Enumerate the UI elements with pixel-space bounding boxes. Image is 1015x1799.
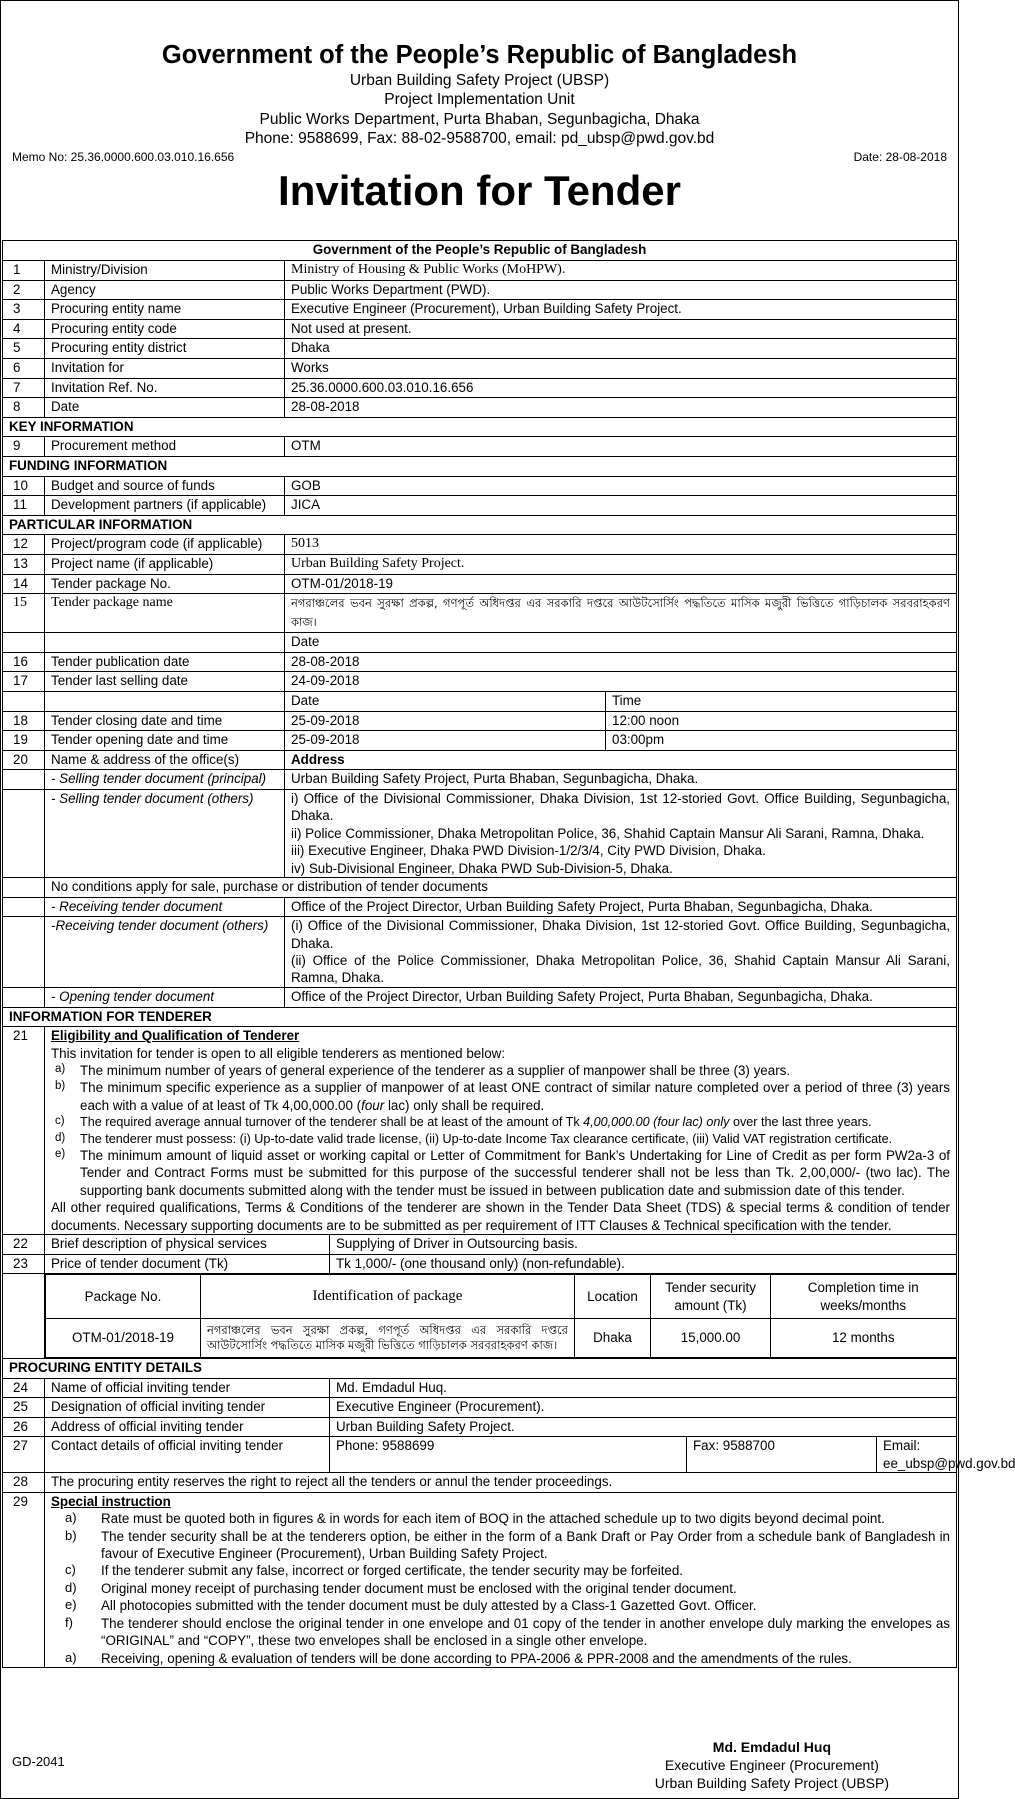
table-row: 11 Development partners (if applicable) JICA [3, 496, 957, 516]
signer-designation: Executive Engineer (Procurement) [664, 1757, 879, 1773]
table-row: 23 Price of tender document (Tk) Tk 1,000/- (one thousand only) (non-refundable). [3, 1254, 957, 1274]
table-row: 6 Invitation for Works [3, 359, 957, 379]
table-row: 26 Address of official inviting tender Urban Building Safety Project. [3, 1417, 957, 1437]
table-row: 5 Procuring entity district Dhaka [3, 339, 957, 359]
list-item: a) Rate must be quoted both in figures & in words for each item of BOQ in the attached schedule up to two digits beyond decimal point. [65, 1510, 885, 1527]
memo-date: Date: 28-08-2018 [853, 149, 947, 164]
table-row: 10 Budget and source of funds GOB [3, 476, 957, 496]
package-header-row: Package No. Identification of package Location Tender security amount (Tk) Completion time in weeks/months [46, 1275, 957, 1319]
table-row: 15 Tender package name নগরাঞ্চলের ভবন সুরক্ষা প্রকল্প, গণপূর্ত অধিদপ্তর এর সরকারি দপ্তরে আউটসোর্সিং পদ্ধতিতে মাসিক মজুরী ভিত্তিতে গাড়িচালক সরবরাহকরণ কাজ। [3, 594, 957, 633]
document-title: Invitation for Tender [278, 167, 681, 215]
table-row: 16 Tender publication date 28-08-2018 [3, 652, 957, 672]
package-name-bangla: নগরাঞ্চলের ভবন সুরক্ষা প্রকল্প, গণপূর্ত অধিদপ্তর এর সরকারি দপ্তরে আউটসোর্সিং পদ্ধতিতে মাসিক মজুরী ভিত্তিতে গাড়িচালক সরবরাহকরণ কাজ। [285, 594, 957, 633]
section-header: INFORMATION FOR TENDERER [3, 1007, 957, 1027]
signer-name: Md. Emdadul Huq [712, 1739, 831, 1755]
section-header: FUNDING INFORMATION [3, 457, 957, 477]
memo-row [2, 150, 957, 166]
document-code: GD-2041 [12, 1754, 65, 1769]
list-item: c) If the tenderer submit any false, incorrect or forged certificate, the tender security may be forfeited. [65, 1562, 684, 1579]
tender-details-table [2, 240, 1015, 1667]
letterhead [2, 40, 957, 149]
list-item: e) All photocopies submitted with the tender document must be duly attested by a Class-1 Gazetted Govt. Officer. [65, 1597, 757, 1614]
package-table [45, 1274, 957, 1358]
table-row: 1 Ministry/Division Ministry of Housing & Public Works (MoHPW). [3, 261, 957, 281]
table-row: Date [3, 633, 957, 653]
section-header: PARTICULAR INFORMATION [3, 515, 957, 535]
signer-office: Urban Building Safety Project (UBSP) [654, 1775, 889, 1791]
table-row: 7 Invitation Ref. No. 25.36.0000.600.03.010.16.656 [3, 378, 957, 398]
signature-block [655, 1738, 889, 1792]
government-title: Government of the People’s Republic of Bangladesh [161, 41, 798, 69]
project-name: Urban Building Safety Project (UBSP) [349, 71, 610, 89]
section-header: KEY INFORMATION [3, 417, 957, 437]
table-row: 24 Name of official inviting tender Md. Emdadul Huq. [3, 1378, 957, 1398]
table-row: 12 Project/program code (if applicable) 5013 [3, 535, 957, 555]
list-item: e) The minimum amount of liquid asset or working capital or Letter of Commitment for Bank’s Undertaking for Line of Credit as per form PW2a-3 of Tender and Contract Forms must be submitted for this purpose of the successful tenderer shall not be less than Tk. 2,00,000/- (two lac). The supporting bank documents submitted along with the tender must be issued in between publication date and submission date of this tender. [55, 1147, 950, 1198]
list-item: a) The minimum number of years of general experience of the tenderer as a supplier of manpower shall be three (3) years. [55, 1062, 791, 1078]
table-row: 25 Designation of official inviting tender Executive Engineer (Procurement). [3, 1398, 957, 1418]
table-row: - Selling tender document (others) i) Office of the Divisional Commissioner, Dhaka Division, 1st 12-storied Govt. Office Building, Segunbagicha, Dhaka. ii) Police Commissioner, Dhaka Metropolitan Police, 36, Shahid Captain Mansur Ali Sarani, Ramna, Dhaka. iii) Executive Engineer, Dhaka PWD Division-1/2/3/4, City PWD Division, Dhaka. iv) Sub-Divisional Engineer, Dhaka PWD Sub-Division-5, Dhaka. [3, 789, 957, 877]
special-instruction-heading: Special instruction [51, 1493, 171, 1509]
table-row: 2 Agency Public Works Department (PWD). [3, 280, 957, 300]
table-row: 13 Project name (if applicable) Urban Building Safety Project. [3, 554, 957, 574]
table-row: 19 Tender opening date and time 25-09-2018 03:00pm [3, 731, 957, 751]
list-item: b) The tender security shall be at the tenderers option, be either in the form of a Bank Draft or Pay Order from a schedule bank of Bangladesh in favour of Executive Engineer (Procurement), Urban Building Safety Project. [65, 1527, 950, 1562]
list-item: a) Receiving, opening & evaluation of tenders will be done according to PPA-2006 & PPR-2008 and the amendments of the rules. [65, 1649, 852, 1666]
table-row: -Receiving tender document (others) (i) Office of the Divisional Commissioner, Dhaka Division, 1st 12-storied Govt. Office Building, Segunbagicha, Dhaka. (ii) Office of the Police Commissioner, Dhaka Metropolitan Police, 36, Shahid Captain Mansur Ali Sarani, Ramna, Dhaka. [3, 917, 957, 988]
list-item: d) The tenderer must possess: (i) Up-to-date valid trade license, (ii) Up-to-date Income Tax clearance certificate, (iii) Valid VAT registration certificate. [55, 1131, 893, 1146]
table-row: 18 Tender closing date and time 25-09-2018 12:00 noon [3, 711, 957, 731]
package-data-row: OTM-01/2018-19 নগরাঞ্চলের ভবন সুরক্ষা প্রকল্প, গণপূর্ত অধিদপ্তর এর সরকারি দপ্তরে আউটসোর্সিং পদ্ধতিতে মাসিক মজুরী ভিত্তিতে গাড়িচালক সরবরাহকরণ কাজ। Dhaka 15,000.00 12 months [46, 1319, 957, 1358]
table-title: Government of the People’s Republic of Bangladesh [3, 241, 957, 261]
table-row: - Receiving tender document Office of the Project Director, Urban Building Safety Project, Purta Bhaban, Segunbagicha, Dhaka. [3, 897, 957, 917]
eligibility-heading: Eligibility and Qualification of Tenderer [51, 1028, 300, 1044]
table-row: 20 Name & address of the office(s) Address [3, 750, 957, 770]
table-row: 4 Procuring entity code Not used at present. [3, 319, 957, 339]
section-header: PROCURING ENTITY DETAILS [3, 1358, 957, 1378]
table-row: 9 Procurement method OTM [3, 437, 957, 457]
table-row: 17 Tender last selling date 24-09-2018 [3, 672, 957, 692]
table-row: - Opening tender document Office of the Project Director, Urban Building Safety Project, Purta Bhaban, Segunbagicha, Dhaka. [3, 987, 957, 1007]
table-row: No conditions apply for sale, purchase or distribution of tender documents [3, 878, 957, 898]
table-row: Date Time [3, 691, 957, 711]
table-row: 28 The procuring entity reserves the right to reject all the tenders or annul the tender proceedings. [3, 1473, 957, 1493]
table-row: 8 Date 28-08-2018 [3, 398, 957, 418]
list-item: d) Original money receipt of purchasing tender document must be enclosed with the original tender document. [65, 1579, 737, 1596]
table-title-row [3, 241, 957, 261]
special-instruction-row: 29 Special instruction a) Rate must be quoted both in figures & in words for each item of BOQ in the attached schedule up to two digits beyond decimal point. b) The tender security shall be at the tenderers option, be either in the form of a Bank Draft or Pay Order from a schedule bank of Bangladesh in favour of Executive Engineer (Procurement), Urban Building Safety Project. c) If the tenderer submit any false, incorrect or forged certificate, the tender security may be forfeited. d) Original money receipt of purchasing tender document must be enclosed with the original tender document. e) All photocopies submitted with the tender document must be duly attested by a Class-1 Gazetted Govt. Officer. f) The tenderer should enclose the original tender in one envelope and 01 copy of the tender in another envelope duly marking the envelopes as “ORIGINAL” and “COPY”, these two envelopes shall be enclosed in a single other envelope. a) Receiving, opening & evaluation of tenders will be done according to PPA-2006 & PPR-2008 and the amendments of the rules. [3, 1492, 957, 1667]
list-item: c) The required average annual turnover of the tenderer shall be at least of the amount of Tk 4,00,000.00 (four lac) only over the last three years. [55, 1115, 872, 1130]
contact-line: Phone: 9588699, Fax: 88-02-9588700, email: pd_ubsp@pwd.gov.bd [244, 130, 715, 148]
memo-number: Memo No: 25.36.0000.600.03.010.16.656 [12, 149, 235, 164]
table-row: - Selling tender document (principal) Urban Building Safety Project, Purta Bhaban, Segunbagicha, Dhaka. [3, 770, 957, 790]
eligibility-row: 21 Eligibility and Qualification of Tenderer This invitation for tender is open to all eligible tenderers as mentioned below: a) The minimum number of years of general experience of the tenderer as a supplier of manpower shall be three (3) years. b) The minimum specific experience as a supplier of manpower of at least ONE contract of similar nature completed over a period of three (3) years each with a value of at least of Tk 4,00,000.00 (four lac) only shall be required. c) The required average annual turnover of the tenderer shall be at least of the amount of Tk 4,00,000.00 (four lac) only over the last three years. d) The tenderer must possess: (i) Up-to-date valid trade license, (ii) Up-to-date Income Tax clearance certificate, (iii) Valid VAT registration certificate. e) The minimum amount of liquid asset or working capital or Letter of Commitment for Bank’s Undertaking for Line of Credit as per form PW2a-3 of Tender and Contract Forms must be submitted for this purpose of the successful tenderer shall not be less than Tk. 2,00,000/- (two lac). The supporting bank documents submitted along with the tender must be issued in between publication date and submission date of this tender. All other required qualifications, Terms & Conditions of the tenderer are shown in the Tender Data Sheet (TDS) & special terms & condition of tender documents. Necessary supporting documents are to be submitted as per requirement of ITT Clauses & Technical specification with the tender. [3, 1027, 957, 1235]
package-table-row [3, 1274, 957, 1359]
unit-name: Project Implementation Unit [384, 91, 575, 109]
eligibility-list [51, 1062, 950, 1199]
list-item: b) The minimum specific experience as a supplier of manpower of at least ONE contract of similar nature completed over a period of three (3) years each with a value of at least of Tk 4,00,000.00 (four lac) only shall be required. [55, 1080, 950, 1113]
table-row: 22 Brief description of physical services Supplying of Driver in Outsourcing basis. [3, 1235, 957, 1255]
list-item: f) The tenderer should enclose the original tender in one envelope and 01 copy of the tender in another envelope duly marking the envelopes as “ORIGINAL” and “COPY”, these two envelopes shall be enclosed in a single other envelope. [65, 1614, 950, 1649]
table-row: 14 Tender package No. OTM-01/2018-19 [3, 574, 957, 594]
table-row: 27 Contact details of official inviting tender Phone: 9588699 Fax: 9588700 Email: ee_ubsp@pwd.gov.bd [3, 1437, 957, 1473]
special-instruction-list [51, 1510, 950, 1667]
table-row: 3 Procuring entity name Executive Engineer (Procurement), Urban Building Safety Project. [3, 300, 957, 320]
department-address: Public Works Department, Purta Bhaban, Segunbagicha, Dhaka [259, 110, 700, 128]
